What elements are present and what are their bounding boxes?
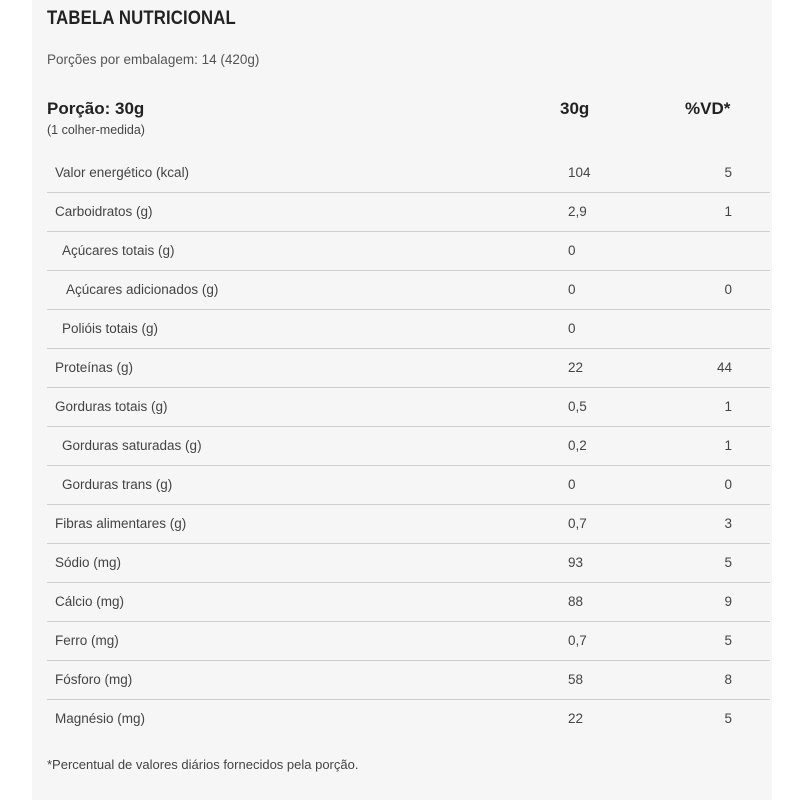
table-row [47,310,770,349]
nutrient-amount: 0 [568,321,576,336]
nutrient-daily-value: 3 [724,516,732,531]
nutrition-table [47,154,770,738]
column-header-daily-value: %VD* [685,99,731,118]
nutrient-daily-value: 5 [724,165,732,180]
nutrient-amount: 0 [568,243,576,258]
nutrient-daily-value: 1 [724,204,732,219]
nutrient-daily-value: 5 [724,633,732,648]
nutrient-daily-value: 9 [724,594,732,609]
nutrient-amount: 88 [568,594,584,609]
table-row [47,583,770,622]
servings-per-package: Porções por embalagem: 14 (420g) [47,52,260,67]
nutrient-daily-value: 0 [724,477,732,492]
nutrient-label: Polióis totais (g) [62,321,159,336]
table-row [47,700,770,738]
table-row [47,193,770,232]
table-row [47,622,770,661]
nutrient-daily-value: 5 [724,555,732,570]
nutrient-label: Sódio (mg) [55,555,122,570]
table-row [47,427,770,466]
table-row [47,661,770,700]
nutrient-daily-value: 8 [724,672,732,687]
nutrient-daily-value: 1 [724,438,732,453]
nutrient-amount: 2,9 [568,204,587,219]
nutrient-amount: 0,2 [568,438,587,453]
nutrient-amount: 58 [568,672,584,687]
table-row [47,271,770,310]
table-row [47,154,770,193]
nutrient-label: Cálcio (mg) [55,594,125,609]
nutrient-amount: 22 [568,360,584,375]
nutrient-amount: 0 [568,477,576,492]
nutrient-daily-value: 0 [724,282,732,297]
nutrient-amount: 0,7 [568,633,587,648]
table-row [47,505,770,544]
portion-label: Porção: 30g [47,99,145,118]
nutrient-label: Açúcares totais (g) [62,243,175,258]
nutrient-label: Açúcares adicionados (g) [66,282,219,297]
nutrient-amount: 0,5 [568,399,587,414]
nutrient-amount: 22 [568,711,584,726]
nutrient-label: Ferro (mg) [55,633,119,648]
nutrient-amount: 93 [568,555,584,570]
portion-measure: (1 colher-medida) [47,123,145,137]
nutrient-daily-value: 5 [724,711,732,726]
nutrient-daily-value: 1 [724,399,732,414]
nutrient-label: Gorduras trans (g) [62,477,173,492]
nutrient-label: Gorduras totais (g) [55,399,168,414]
nutrient-label: Proteínas (g) [55,360,134,375]
nutrient-label: Valor energético (kcal) [55,165,190,180]
nutrient-label: Fósforo (mg) [55,672,133,687]
footnote: *Percentual de valores diários fornecidos pela porção. [47,757,359,772]
nutrient-amount: 0,7 [568,516,587,531]
table-row [47,388,770,427]
nutrient-amount: 0 [568,282,576,297]
nutrient-label: Fibras alimentares (g) [55,516,187,531]
table-row [47,232,770,271]
nutrient-label: Carboidratos (g) [55,204,153,219]
nutrient-amount: 104 [568,165,591,180]
nutrient-label: Gorduras saturadas (g) [62,438,202,453]
page-title: TABELA NUTRICIONAL [47,8,236,29]
table-row [47,349,770,388]
nutrient-daily-value: 44 [716,360,732,375]
nutrient-label: Magnésio (mg) [55,711,146,726]
table-row [47,544,770,583]
table-row [47,466,770,505]
column-header-amount: 30g [560,99,590,118]
